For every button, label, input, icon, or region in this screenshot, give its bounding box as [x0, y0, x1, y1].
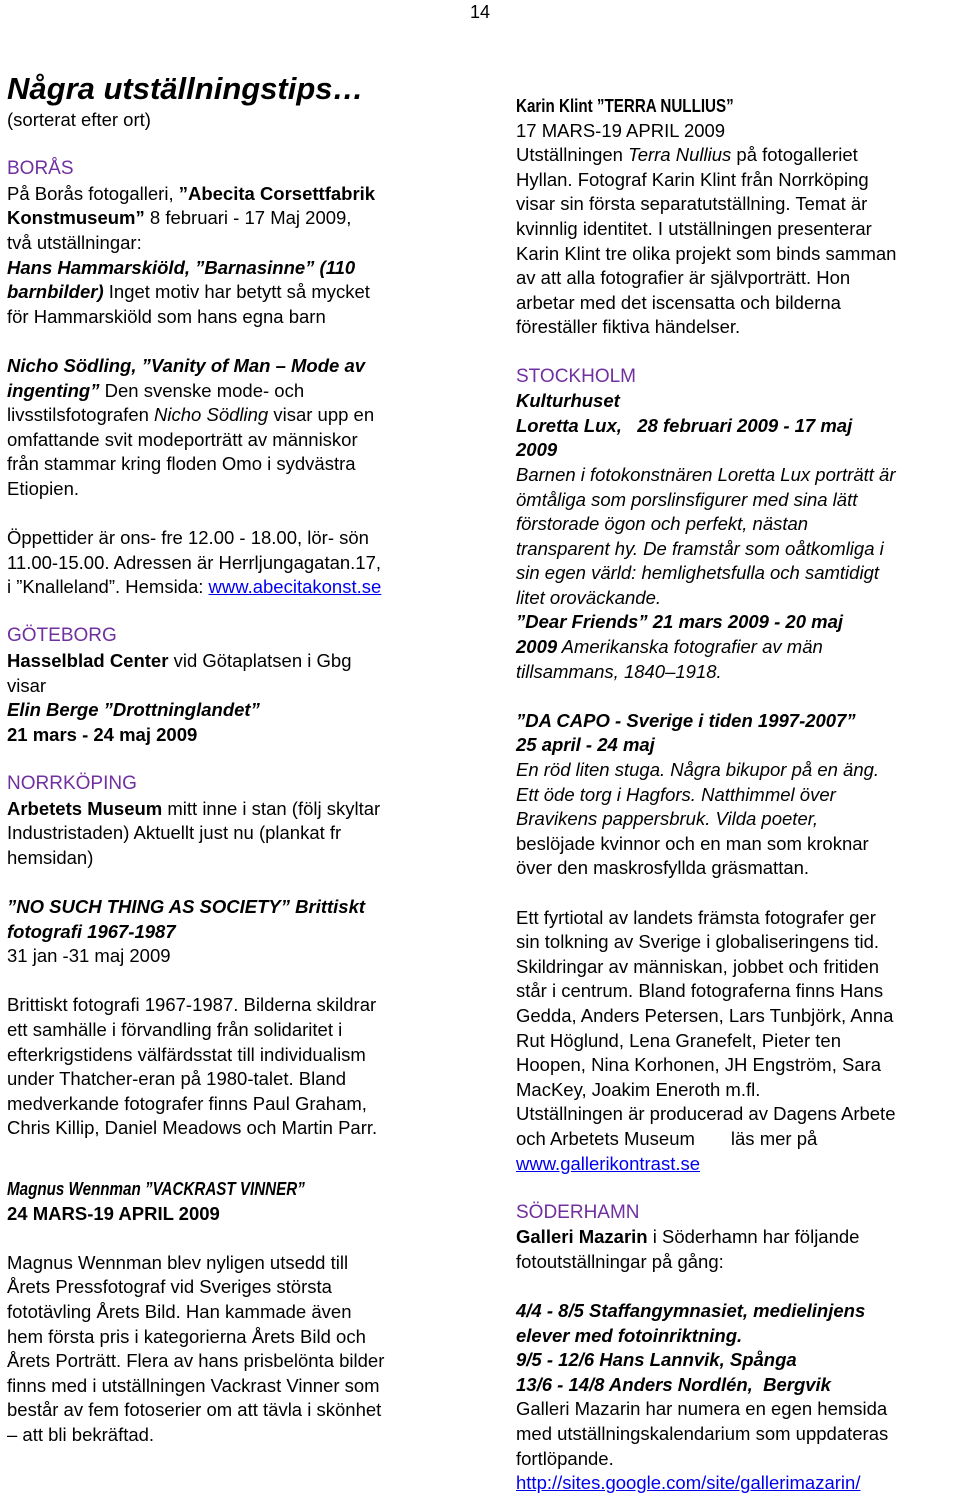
da-capo-line: 25 april - 24 maj — [516, 734, 655, 756]
boras-line: Konstmuseum” 8 februari - 17 Maj 2009, — [7, 207, 352, 229]
society-title-line: ”NO SUCH THING AS SOCIETY” Brittiskt — [7, 896, 366, 917]
stockholm-line: sin egen värld: hemlighetsfulla och samtidigt — [516, 562, 879, 584]
opening-hours-line: 11.00-15.00. Adressen är Herrljungagatan.17, — [7, 551, 382, 573]
klint-line: av att alla fotografier är självporträtt. Hon — [516, 267, 851, 289]
soderhamn-text-line: med utställningskalendarium som uppdateras — [516, 1423, 889, 1445]
goteborg-line: 21 mars - 24 maj 2009 — [7, 723, 198, 745]
city-heading-norrkoping: NORRKÖPING — [7, 773, 137, 795]
schedule-line: 9/5 - 12/6 Hans Lannvik, Spånga — [516, 1349, 797, 1371]
page-title: Några utställningstips… — [7, 71, 364, 106]
da-capo-line: En röd liten stuga. Några bikupor på en äng. — [516, 759, 880, 781]
stockholm-line: litet oroväckande. — [516, 586, 662, 608]
city-heading-goteborg: GÖTEBORG — [7, 625, 117, 647]
gallerimazarin-link[interactable]: http://sites.google.com/site/gallerimazarin/ — [516, 1472, 861, 1494]
boras-line: På Borås fotogalleri, ”Abecita Corsettfabrik — [7, 182, 376, 204]
goteborg-line: visar — [7, 674, 47, 696]
society-text-line: medverkande fotografer finns Paul Graham, — [7, 1092, 367, 1114]
nicho-line: omfattande svit modeporträtt av människor — [7, 428, 358, 450]
klint-line: Hyllan. Fotograf Karin Klint från Norrköping — [516, 168, 869, 190]
da-capo-line: ”DA CAPO - Sverige i tiden 1997-2007” — [516, 709, 856, 731]
schedule-line: 13/6 - 14/8 Anders Nordlén, Bergvik — [516, 1373, 831, 1395]
soderhamn-link-line — [516, 1471, 958, 1496]
nicho-line: livsstilsfotografen Nicho Södling visar upp en — [7, 404, 375, 426]
wennman-text-line: Magnus Wennman blev nyligen utsedd till — [7, 1251, 349, 1273]
wennman-heading: Magnus Wennman ”VACKRAST VINNER” — [7, 1177, 305, 1199]
da-capo-text-line: sin tolkning av Sverige i globaliseringens tid. — [516, 931, 880, 953]
city-heading-boras: BORÅS — [7, 158, 74, 180]
nicho-line: ingenting” Den svenske mode- och — [7, 379, 305, 401]
klint-line: Utställningen Terra Nullius på fotogalleriet — [516, 144, 858, 166]
right-column — [516, 94, 958, 1496]
da-capo-line: beslöjade kvinnor och en man som kroknar — [516, 832, 869, 854]
boras-line: Hans Hammarskiöld, ”Barnasinne” (110 — [7, 256, 356, 278]
soderhamn-line: Galleri Mazarin i Söderhamn har följande — [516, 1226, 860, 1248]
da-capo-text-line: Rut Höglund, Lena Granefelt, Pieter ten — [516, 1029, 841, 1051]
subtitle: (sorterat efter ort) — [7, 109, 151, 130]
society-text-line: under Thatcher-eran på 1980-talet. Bland — [7, 1068, 347, 1090]
goteborg-line: Hasselblad Center vid Götaplatsen i Gbg — [7, 650, 352, 672]
klint-heading: Karin Klint ”TERRA NULLIUS” — [516, 95, 734, 116]
opening-hours-line: i ”Knalleland”. Hemsida: www.abecitakonst.se — [7, 576, 382, 598]
da-capo-text-line: MacKey, Joakim Eneroth m.fl. — [516, 1078, 761, 1100]
dear-friends-line: 2009 Amerikanska fotografier av män — [516, 636, 823, 658]
nicho-line: Nicho Södling, ”Vanity of Man – Mode av — [7, 354, 366, 376]
boras-line: två utställningar: — [7, 231, 142, 253]
klint-line: 17 MARS-19 APRIL 2009 — [516, 119, 726, 141]
da-capo-text-line: Skildringar av människan, jobbet och fritiden — [516, 955, 879, 977]
society-text-line: Chris Killip, Daniel Meadows och Martin Parr. — [7, 1117, 378, 1139]
wennman-text-line: hem första pris i kategorierna Årets Bild och — [7, 1325, 366, 1347]
da-capo-link-line — [516, 1152, 958, 1177]
dear-friends-line: tillsammans, 1840–1918. — [516, 660, 722, 682]
norrkoping-line: Industristaden) Aktuellt just nu (plankat fr — [7, 822, 342, 844]
wennman-text-line: består av fem fotoserier om att tävla i skönhet — [7, 1399, 382, 1421]
wennman-text-line: fototävling Årets Bild. Han kammade även — [7, 1300, 352, 1322]
gallerikontrast-link[interactable]: www.gallerikontrast.se — [516, 1152, 701, 1174]
city-heading-soderhamn: SÖDERHAMN — [516, 1201, 640, 1223]
city-heading-stockholm: STOCKHOLM — [516, 365, 637, 387]
society-title-line: fotografi 1967-1987 — [7, 920, 176, 942]
da-capo-text-line: står i centrum. Bland fotograferna finns Hans — [516, 980, 884, 1002]
soderhamn-text-line: Galleri Mazarin har numera en egen hemsida — [516, 1398, 888, 1420]
society-dates: 31 jan -31 maj 2009 — [7, 945, 171, 967]
wennman-text-line: Årets Pressfotograf vid Sveriges största — [7, 1276, 332, 1298]
society-text-line: ett samhälle i förvandling från solidaritet i — [7, 1018, 343, 1040]
klint-line: visar sin första separatutställning. Temat är — [516, 193, 868, 215]
nicho-line: från stammar kring floden Omo i sydvästra — [7, 453, 356, 475]
boras-line: barnbilder) Inget motiv har betytt så mycket — [7, 281, 370, 303]
wennman-text-line: – att bli bekräftad. — [7, 1423, 155, 1445]
page-number: 14 — [469, 2, 491, 22]
society-text-line: efterkrigstidens välfärdsstat till individualism — [7, 1043, 366, 1065]
da-capo-text-line: Ett fyrtiotal av landets främsta fotografer ger — [516, 906, 876, 928]
wennman-dates: 24 MARS-19 APRIL 2009 — [7, 1202, 220, 1224]
stockholm-line: 2009 — [516, 439, 558, 461]
klint-line: föreställer fiktiva händelser. — [516, 316, 741, 338]
da-capo-text-line: Utställningen är producerad av Dagens Arbete — [516, 1103, 896, 1125]
da-capo-text-line: och Arbetets Museum läs mer på — [516, 1127, 818, 1149]
nicho-line: Etiopien. — [7, 477, 79, 499]
stockholm-line: Loretta Lux, 28 februari 2009 - 17 maj — [516, 414, 853, 436]
stockholm-line: förstorade ögon och perfekt, nästan — [516, 513, 809, 535]
soderhamn-line: fotoutställningar på gång: — [516, 1250, 724, 1272]
dear-friends-line: ”Dear Friends” 21 mars 2009 - 20 maj — [516, 611, 844, 633]
opening-hours-line: Öppettider är ons- fre 12.00 - 18.00, lör- sön — [7, 527, 369, 549]
stockholm-line: transparent hy. De framstår som oåtkomliga i — [516, 537, 884, 559]
boras-line: för Hammarskiöld som hans egna barn — [7, 305, 326, 327]
da-capo-text-line: Hoopen, Nina Korhonen, JH Engström, Sara — [516, 1054, 882, 1076]
wennman-text-line: finns med i utställningen Vackrast Vinner som — [7, 1374, 380, 1396]
klint-line: kvinnlig identitet. I utställningen presenterar — [516, 217, 872, 239]
stockholm-line: Barnen i fotokonstnären Loretta Lux porträtt är — [516, 463, 896, 485]
klint-line: arbetar med det iscensatta och bilderna — [516, 291, 841, 313]
goteborg-line: Elin Berge ”Drottninglandet” — [7, 699, 260, 721]
da-capo-line: Bravikens pappersbruk. Vilda poeter, — [516, 808, 819, 830]
abecita-link[interactable]: www.abecitakonst.se — [208, 576, 382, 598]
norrkoping-line: Arbetets Museum mitt inne i stan (följ skyltar — [7, 797, 381, 819]
norrkoping-line: hemsidan) — [7, 846, 94, 868]
schedule-line: elever med fotoinriktning. — [516, 1324, 743, 1346]
stockholm-line: Kulturhuset — [516, 390, 620, 412]
da-capo-line: Ett öde torg i Hagfors. Natthimmel över — [516, 783, 836, 805]
schedule-line: 4/4 - 8/5 Staffangymnasiet, medielinjens — [516, 1300, 866, 1322]
da-capo-text-line: Gedda, Anders Petersen, Lars Tunbjörk, Anna — [516, 1004, 894, 1026]
left-column — [7, 70, 469, 1447]
wennman-text-line: Årets Porträtt. Flera av hans prisbelönta bilder — [7, 1350, 385, 1372]
stockholm-line: ömtåliga som porslinsfigurer med sina lätt — [516, 488, 858, 510]
da-capo-line: över den maskrosfyllda gräsmattan. — [516, 857, 810, 879]
soderhamn-text-line: fortlöpande. — [516, 1447, 614, 1469]
society-text-line: Brittiskt fotografi 1967-1987. Bilderna skildrar — [7, 994, 377, 1016]
klint-line: Karin Klint tre olika projekt som binds samman — [516, 242, 897, 264]
